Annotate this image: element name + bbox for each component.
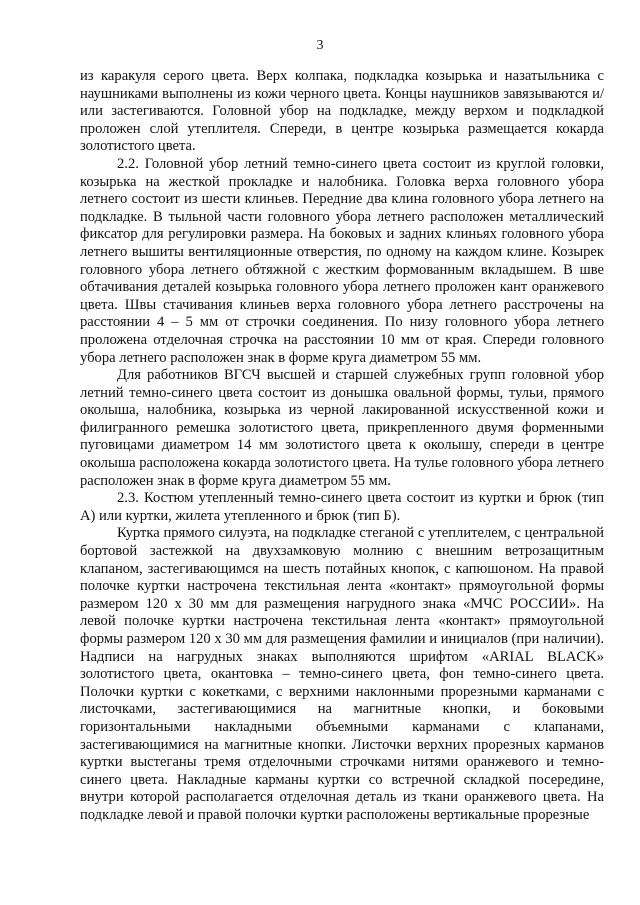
paragraph-jacket: Куртка прямого силуэта, на подкладке стеганой с утеплителем, с центральной бортовой застежкой на двухзамковую молнию с внешним ветрозащитным клапаном, застегивающимся на шесть потайных кнопок, с капюшоном. На правой полочке куртки настрочена текстильная лента «контакт» прямоугольной формы размером 120 х 30 мм для размещения нагрудного знака «МЧС РОССИИ». На левой полочке куртки настрочена текстильная лента «контакт» прямоугольной формы размером 120 х 30 мм для размещения фамилии и инициалов (при наличии). Надписи на нагрудных знаках выполняются шрифтом «ARIAL BLACK» золотистого цвета, окантовка – темно-синего цвета, фон темно-синего цвета. Полочки куртки с кокетками, с верхними наклонными прорезными карманами с листочками, застегивающимися на магнитные кнопки, и боковыми горизонтальными накладными объемными карманами с клапанами, застегивающимися на магнитные кнопки. Листочки верхних прорезных карманов куртки выстеганы тремя отделочными строчками нитями оранжевого и темно-синего цвета. Накладные карманы куртки со встречной складкой посередине, внутри которой располагается отделочная деталь из ткани оранжевого цвета. На подкладке левой и правой полочки куртки расположены вертикальные прорезные — [80, 525, 604, 823]
paragraph-continuation: из каракуля серого цвета. Верх колпака, подкладка козырька и назатыльника с наушниками выполнены из кожи черного цвета. Концы наушников завязываются и/или застегиваются. Головной убор на подкладке, между верхом и подкладкой проложен слой утеплителя. Спереди, в центре козырька размещается кокарда золотистого цвета. — [80, 68, 604, 155]
page-number: 3 — [316, 38, 324, 53]
paragraph-senior-headwear: Для работников ВГСЧ высшей и старшей служебных групп головной убор летний темно-синего цвета состоит из донышка овальной формы, тульи, прямого околыша, налобника, козырька из черной лакированной искусственной кожи и филигранного ремешка золотистого цвета, прикрепленного двумя форменными пуговицами диаметром 14 мм золотистого цвета к околышу, спереди в центре околыша расположена кокарда золотистого цвета. На тулье головного убора летнего расположен знак в форме круга диаметром 55 мм. — [80, 367, 604, 489]
paragraph-summer-headwear: 2.2. Головной убор летний темно-синего цвета состоит из круглой головки, козырька на жесткой прокладке и налобника. Головка верха головного убора летнего состоит из шести клиньев. Передние два клина головного убора летнего на подкладке. В тыльной части головного убора летнего расположен металлический фиксатор для регулировки размера. На боковых и задних клиньях головного убора летнего вышиты вентиляционные отверстия, по одному на каждом клине. Козырек головного убора летнего обтяжной с жестким формованным вкладышем. В шве обтачивания деталей козырька головного убора летнего проложен кант оранжевого цвета. Швы стачивания клиньев верха головного убора летнего расстрочены на расстоянии 4 – 5 мм от строчки соединения. По низу головного убора летнего проложена отделочная строчка на расстоянии 10 мм от края. Спереди головного убора летнего расположен знак в форме круга диаметром 55 мм. — [80, 155, 604, 366]
paragraph-insulated-suit: 2.3. Костюм утепленный темно-синего цвета состоит из куртки и брюк (тип А) или куртки, жилета утепленного и брюк (тип Б). — [80, 490, 604, 524]
document-body — [80, 68, 604, 825]
